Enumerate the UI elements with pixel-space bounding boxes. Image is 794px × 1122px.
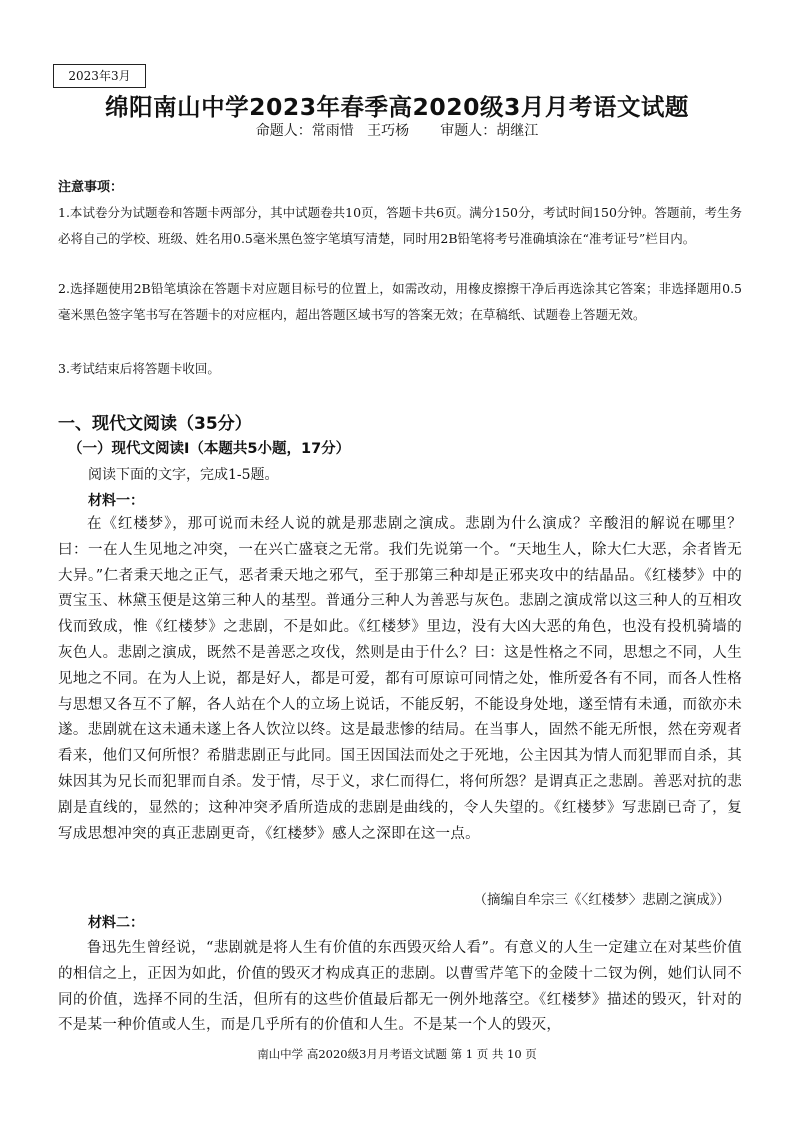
notice-item-1: 1.本试卷分为试题卷和答题卡两部分，其中试题卷共10页，答题卡共6页。满分150分，考试时间150分钟。答题前，考生务必将自己的学校、班级、姓名用0.5毫米黑色签字笔填写清楚，同时用2B铅笔将考号准确填涂在“准考证号”栏目内。 xyxy=(58,205,742,246)
page-footer: 南山中学 高2020级3月月考语文试题 第 1 页 共 10 页 xyxy=(257,1047,537,1061)
notice-item-3: 3.考试结束后将答题卡收回。 xyxy=(58,361,220,376)
material-2-text: 鲁迅先生曾经说，“悲剧就是将人生有价值的东西毁灭给人看”。有意义的人生一定建立在对某些价值的相信之上，正因为如此，价值的毁灭才构成真正的悲剧。以曹雪芹笔下的金陵十二钗为例，她们认同不同的价值，选择不同的生活，但所有的这些价值最后都无一例外地落空。《红楼梦》描述的毁灭，针对的不是某一种价值或人生，而是几乎所有的价值和人生。不是某一个人的毁灭， xyxy=(58,940,742,1034)
material-1-text: 在《红楼梦》，那可说而未经人说的就是那悲剧之演成。悲剧为什么演成？辛酸泪的解说在哪里？曰：一在人生见地之冲突，一在兴亡盛衰之无常。我们先说第一个。“天地生人，除大仁大恶，余者皆无大异。”仁者秉天地之正气，恶者秉天地之邪气，至于那第三种却是正邪夹攻中的结晶品。《红楼梦》中的贾宝玉、林黛玉便是这第三种人的基型。普通分三种人为善恶与灰色。悲剧之演成常以这三种人的互相攻伐而致成，惟《红楼梦》之悲剧，不是如此。《红楼梦》里边，没有大凶大恶的角色，也没有投机骑墙的灰色人。悲剧之演成，既然不是善恶之攻伐，然则是由于什么？曰：这是性格之不同，思想之不同，人生见地之不同。在为人上说，都是好人，都是可爱，都有可原谅可同情之处，惟所爱各有不同，而各人性格与思想又各互不了解，各人站在个人的立场上说话，不能反躬，不能设身处地，遂至情有未通，而欲亦未遂。悲剧就在这未通未遂上各人饮泣以终。这是最悲惨的结局。在当事人，固然不能无所恨，然在旁观者看来，他们又何所恨？希腊悲剧正与此同。国王因国法而处之于死地，公主因其为情人而犯罪而自杀，其妹因其为兄长而犯罪而自杀。发于情，尽于义，求仁而得仁，将何所怨？是谓真正之悲剧。善恶对抗的悲剧是直线的，显然的；这种冲突矛盾所造成的悲剧是曲线的，令人失望的。《红楼梦》写悲剧已奇了，复写成思想冲突的真正悲剧更奇，《红楼梦》感人之深即在这一点。 xyxy=(58,516,742,842)
reading-instruction: 阅读下面的文字，完成1-5题。 xyxy=(88,467,279,483)
exam-date-box: 2023年3月 xyxy=(53,64,146,88)
material-1-source: （摘编自牟宗三《〈红楼梦〉悲剧之演成》） xyxy=(473,892,730,908)
exam-authors: 命题人：常雨惜 王巧杨 审题人：胡继江 xyxy=(255,123,539,139)
exam-title: 绵阳南山中学2023年春季高2020级3月月考语文试题 xyxy=(105,93,689,121)
material-1-label: 材料一： xyxy=(88,493,144,509)
notice-item-2: 2.选择题使用2B铅笔填涂在答题卡对应题目标号的位置上，如需改动，用橡皮擦擦干净后再选涂其它答案；非选择题用0.5毫米黑色签字笔书写在答题卡的对应框内，超出答题区域书写的答案无效；在草稿纸、试题卷上答题无效。 xyxy=(58,281,742,322)
subsection-heading: （一）现代文阅读Ⅰ（本题共5小题，17分） xyxy=(68,441,351,457)
material-2-label: 材料二： xyxy=(88,915,144,931)
notice-heading: 注意事项： xyxy=(58,180,124,195)
section-heading: 一、现代文阅读（35分） xyxy=(58,414,252,434)
